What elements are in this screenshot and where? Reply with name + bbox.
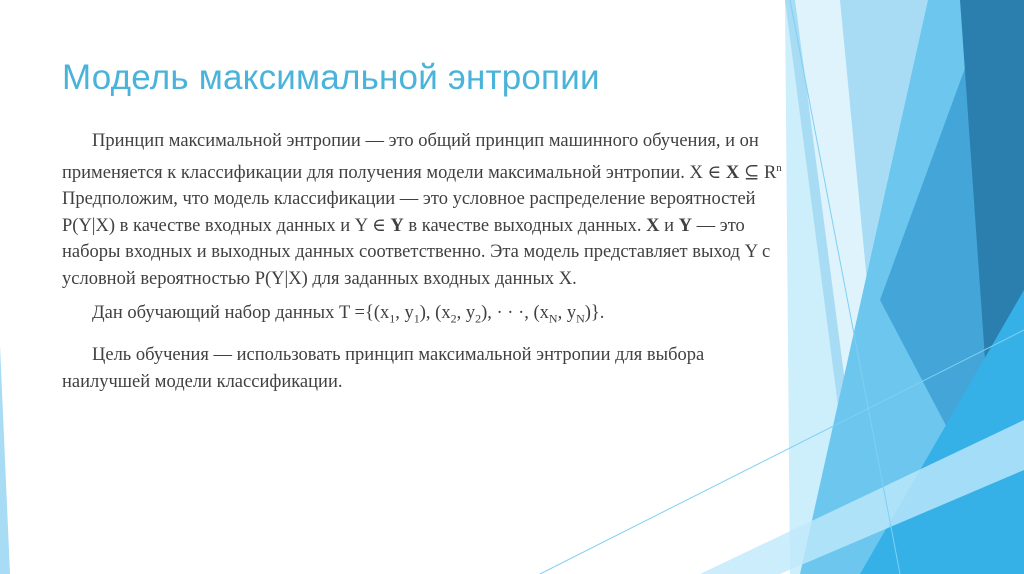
slide-title: Модель максимальной энтропии bbox=[62, 58, 600, 97]
slide-body bbox=[62, 128, 782, 405]
paragraph-definition: Принцип максимальной энтропии — это общий принцип машинного обучения, и он применяется к классификации для получения модели максимальной энтропии. X ∈ X ⊆ $R^n$ Предположим, что модель классификации — это условное распределение вероятностей P(Y|X) в качестве входных данных и Y ∈ Y в качестве выходных данных. X и Y — это наборы входных и выходных данных соответственно. Эта модель представляет выход Y с условной вероятностью P(Y|X) для заданных входных данных X. bbox=[62, 131, 782, 289]
paragraph-goal: Цель обучения — использовать принцип максимальной энтропии для выбора наилучшей модели классификации. bbox=[62, 345, 705, 392]
left-edge-shape bbox=[0, 345, 10, 574]
paragraph-training-set: Дан обучающий набор данных $T =\{(x_1$, $y_1$), ($x_2$, $y_2$), · · ·, ($x_N$, $y_N$)}. bbox=[92, 303, 605, 326]
